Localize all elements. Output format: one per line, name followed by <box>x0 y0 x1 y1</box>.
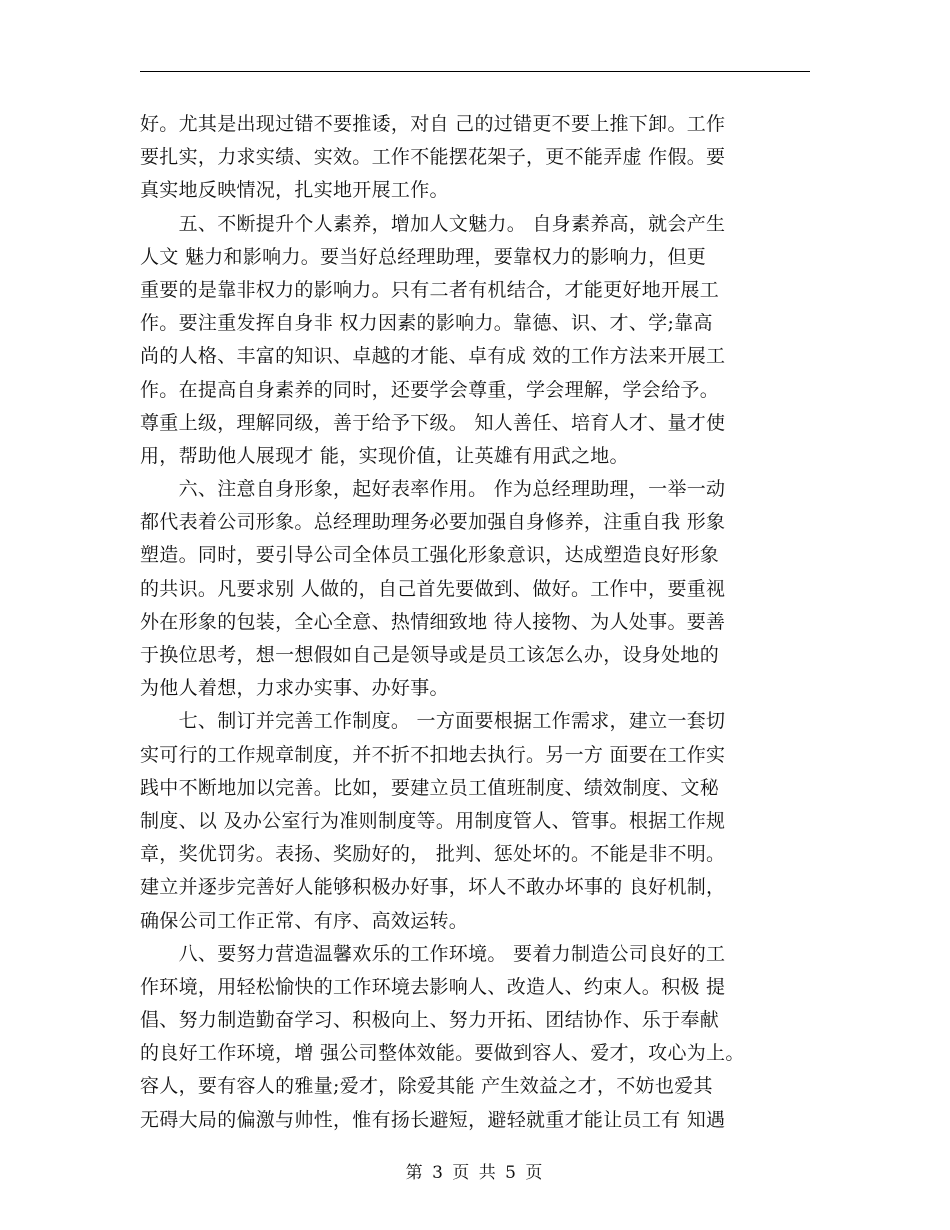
text-line: 重要的是靠非权力的影响力。只有二者有机结合，才能更好地开展工 <box>140 278 720 301</box>
body-text <box>140 108 820 1137</box>
header-rule <box>140 71 810 72</box>
text-line: 无碍大局的偏激与帅性，惟有扬长避短，避轻就重才能让员工有 知遇 <box>140 1108 726 1131</box>
text-line: 好。尤其是出现过错不要推诿，对自 己的过错更不要上推下卸。工作 <box>140 113 726 135</box>
text-line: 塑造。同时，要引导公司全体员工强化形象意识，达成塑造良好形象 <box>140 544 720 567</box>
text-line: 七、制订并完善工作制度。 一方面要根据工作需求，建立一套切 <box>140 710 726 733</box>
text-line: 真实地反映情况，扎实地开展工作。 <box>140 179 449 202</box>
page-number-footer: 第 3 页 共 5 页 <box>405 1163 545 1183</box>
text-line: 制度、以 及办公室行为准则制度等。用制度管人、管事。根据工作规 <box>140 809 726 832</box>
text-line: 的共识。凡要求别 人做的，自己首先要做到、做好。工作中，要重视 <box>140 577 726 600</box>
text-line: 六、注意自身形象，起好表率作用。 作为总经理助理，一举一动 <box>140 478 726 501</box>
text-line: 都代表着公司形象。总经理助理务必要加强自身修养，注重自我 形象 <box>140 511 726 534</box>
text-line: 容人，要有容人的雅量;爱才，除爱其能 产生效益之才，不妨也爱其 <box>140 1075 713 1098</box>
text-line: 外在形象的包装，全心全意、热情细致地 待人接物、为人处事。要善 <box>140 610 726 633</box>
text-line: 章，奖优罚劣。表扬、奖励好的， 批判、惩处坏的。不能是非不明。 <box>140 843 726 866</box>
text-line: 为他人着想，力求办实事、办好事。 <box>140 677 449 700</box>
text-line: 确保公司工作正常、有序、高效运转。 <box>140 909 469 932</box>
text-line: 作。要注重发挥自身非 权力因素的影响力。靠德、识、才、学;靠高 <box>140 312 713 335</box>
text-line: 用，帮助他人展现才 能，实现价值，让英雄有用武之地。 <box>140 444 629 467</box>
text-line: 践中不断地加以完善。比如，要建立员工值班制度、绩效制度、文秘 <box>140 776 720 799</box>
text-line: 实可行的工作规章制度，并不折不扣地去执行。另一方 面要在工作实 <box>140 743 726 766</box>
text-line: 八、要努力营造温馨欢乐的工作环境。 要着力制造公司良好的工 <box>140 942 726 965</box>
text-line: 要扎实，力求实绩、实效。工作不能摆花架子，更不能弄虚 作假。要 <box>140 146 726 169</box>
text-line: 尊重上级，理解同级，善于给予下级。 知人善任、培育人才、量才使 <box>140 411 726 434</box>
text-line: 于换位思考，想一想假如自己是领导或是员工该怎么办，设身处地的 <box>140 644 720 666</box>
text-line: 建立并逐步完善好人能够积极办好事，坏人不敢办坏事的 良好机制， <box>140 876 726 899</box>
text-line: 尚的人格、丰富的知识、卓越的才能、卓有成 效的工作方法来开展工 <box>140 345 726 368</box>
text-line: 作环境，用轻松愉快的工作环境去影响人、改造人、约束人。积极 提 <box>140 975 726 998</box>
text-line: 五、不断提升个人素养，增加人文魅力。 自身素养高，就会产生 <box>140 212 726 235</box>
text-line: 倡、努力制造勤奋学习、积极向上、努力开拓、团结协作、乐于奉献 <box>140 1009 720 1032</box>
text-line: 的良好工作环境，增 强公司整体效能。要做到容人、爱才，攻心为上。 <box>140 1042 745 1065</box>
text-line: 作。在提高自身素养的同时，还要学会尊重，学会理解，学会给予。 <box>140 378 720 401</box>
text-line: 人文 魅力和影响力。要当好总经理助理，要靠权力的影响力，但更 <box>140 245 707 268</box>
